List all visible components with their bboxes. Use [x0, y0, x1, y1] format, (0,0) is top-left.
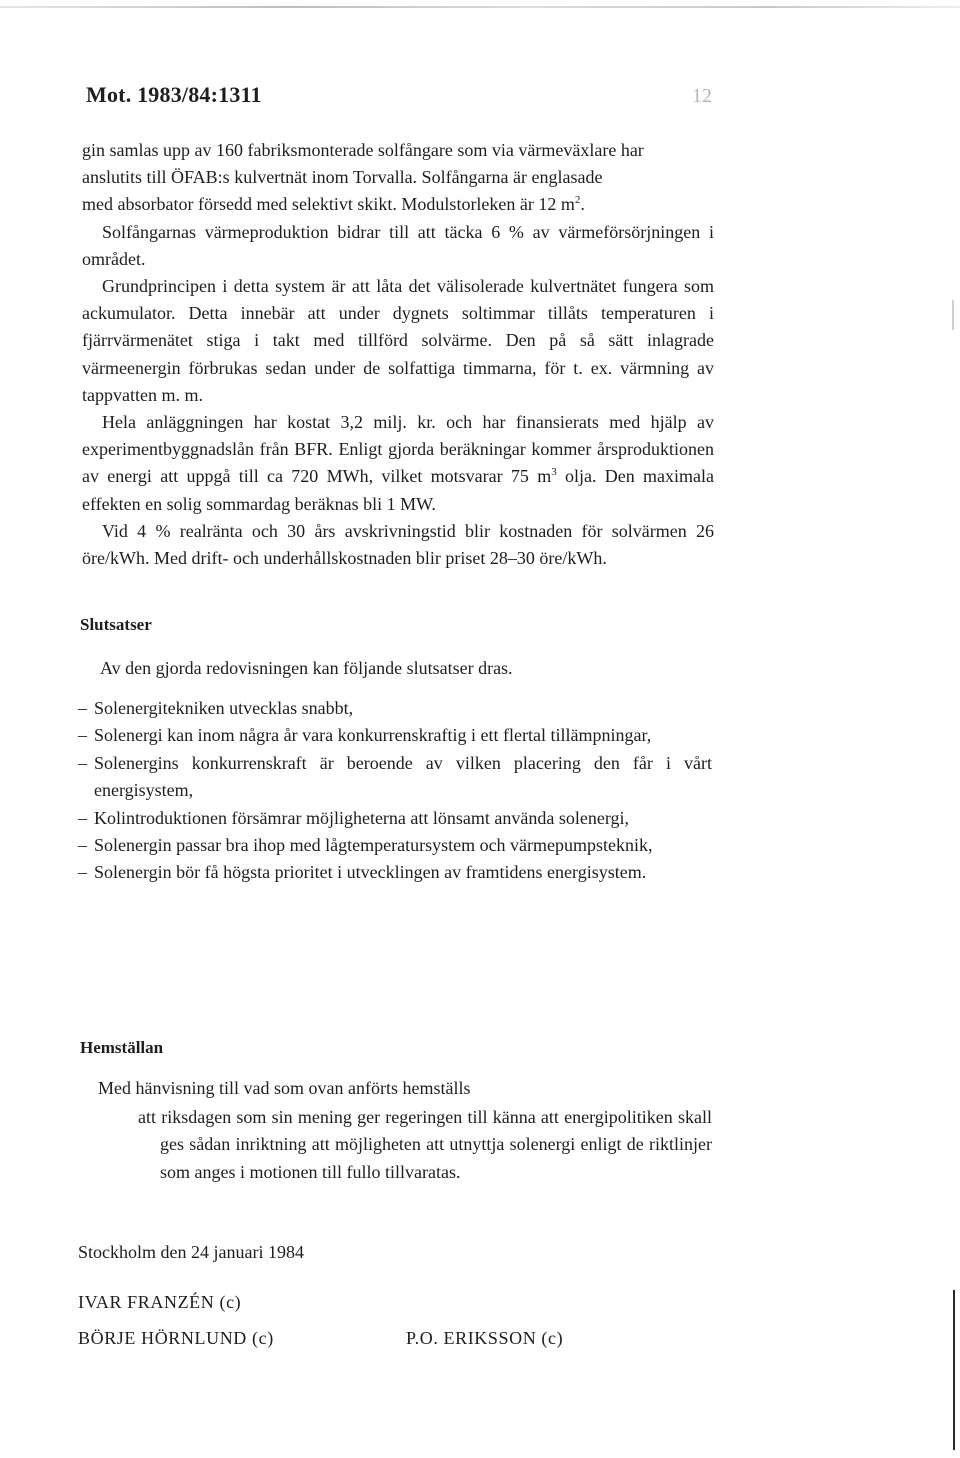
list-dash: –	[78, 862, 87, 883]
p4-superscript: 3	[551, 466, 557, 479]
list-item	[78, 859, 712, 886]
list-item	[78, 832, 712, 859]
list-item	[78, 695, 712, 722]
list-item-text: Solenergin bör få högsta prioritet i utvecklingen av framtidens energisystem.	[94, 862, 647, 883]
heading-slutsatser: Slutsatser	[80, 615, 152, 634]
list-item	[78, 722, 712, 749]
request-text: att riksdagen som sin mening ger regeringen till känna att energipolitiken skall ges sådan inriktning att möjligheten att utnyttja solenergi enligt de riktlinjer som anges i motionen till fullo tillvaratas.	[138, 1107, 712, 1182]
p1-period: .	[580, 194, 585, 215]
list-item-text: Solenergitekniken utvecklas snabbt,	[94, 698, 354, 718]
p1-superscript: 2	[574, 194, 581, 207]
list-item-text: Solenergin passar bra ihop med lågtemperatursystem och värmepumpsteknik,	[94, 835, 653, 856]
paragraph-4	[82, 409, 714, 518]
list-item-text: Kolintroduktionen försämrar möjligheterna att lönsamt använda solenergi,	[94, 807, 630, 828]
scan-edge-line	[953, 1290, 955, 1450]
list-item	[78, 805, 712, 832]
p1-line3: med absorbator försedd med selektivt skikt. Modulstorleken är 12 m	[82, 194, 575, 215]
paragraph-5: Vid 4 % realränta och 30 års avskrivningstid blir kostnaden för solvärmen 26 öre/kWh. Med drift- och underhållskostnaden blir priset 28–30 öre/kWh.	[82, 520, 714, 569]
list-dash: –	[78, 807, 87, 828]
list-dash: –	[78, 835, 87, 856]
paragraph-2: Solfångarnas värmeproduktion bidrar till att täcka 6 % av värmeförsörjningen i området.	[82, 221, 714, 269]
signer-name: P.O. ERIKSSON (c)	[406, 1328, 564, 1348]
scan-edge-mark	[952, 300, 954, 330]
list-dash: –	[78, 698, 87, 718]
p4-text: Hela anläggningen har kostat 3,2 milj. kr. och har finansierats med hjälp av experimentbyggnadslån från BFR. Enligt gjorda beräkningar kommer årsproduktionen av energi att uppgå till ca 720 MWh, vilket motsvarar 75 m	[82, 412, 714, 487]
hemstallan-request	[138, 1104, 712, 1186]
list-item	[78, 750, 712, 805]
p1-line2: anslutits till ÖFAB:s kulvertnät inom Torvalla. Solfångarna är englasade	[82, 167, 603, 188]
place-date: Stockholm den 24 januari 1984	[78, 1242, 304, 1262]
p1-line1: gin samlas upp av 160 fabriksmonterade solfångare som via värmeväxlare har	[82, 140, 644, 160]
hemstallan-intro: Med hänvisning till vad som ovan anförts hemställs	[98, 1078, 471, 1098]
heading-hemstallan: Hemställan	[80, 1038, 164, 1057]
list-item-text: Solenergi kan inom några år vara konkurrenskraftig i ett flertal tillämpningar,	[94, 725, 652, 746]
signer-name: IVAR FRANZÉN (c)	[78, 1292, 242, 1312]
document-id: Mot. 1983/84:1311	[86, 82, 262, 107]
body-text	[82, 137, 714, 572]
list-dash: –	[78, 752, 87, 773]
paragraph-3: Grundprincipen i detta system är att låta det välisolerade kulvertnätet fungera som ackumulator. Detta innebär att under dygnets soltimmar tillåts temperaturen i fjärrvärmenätet stiga i takt med tillförd solvärme. Den på så sätt inlagrade värmeenergin förbrukas sedan under de solfattiga timmarna, för t. ex. värmning av tappvatten m. m.	[82, 276, 714, 405]
paragraph-1	[82, 137, 714, 219]
signer-name: BÖRJE HÖRNLUND (c)	[78, 1328, 274, 1348]
scan-top-rule	[0, 6, 960, 8]
slutsatser-intro: Av den gjorda redovisningen kan följande slutsatser dras.	[100, 658, 513, 678]
p4-text-end: olja. Den maximala effekten en solig sommardag beräknas bli 1 MW.	[82, 466, 715, 514]
page-number: 12	[692, 85, 712, 107]
list-item-text: Solenergins konkurrenskraft är beroende av vilken placering den får i vårt energisystem,	[94, 752, 712, 801]
list-dash: –	[78, 725, 87, 746]
conclusions-list	[78, 695, 712, 887]
